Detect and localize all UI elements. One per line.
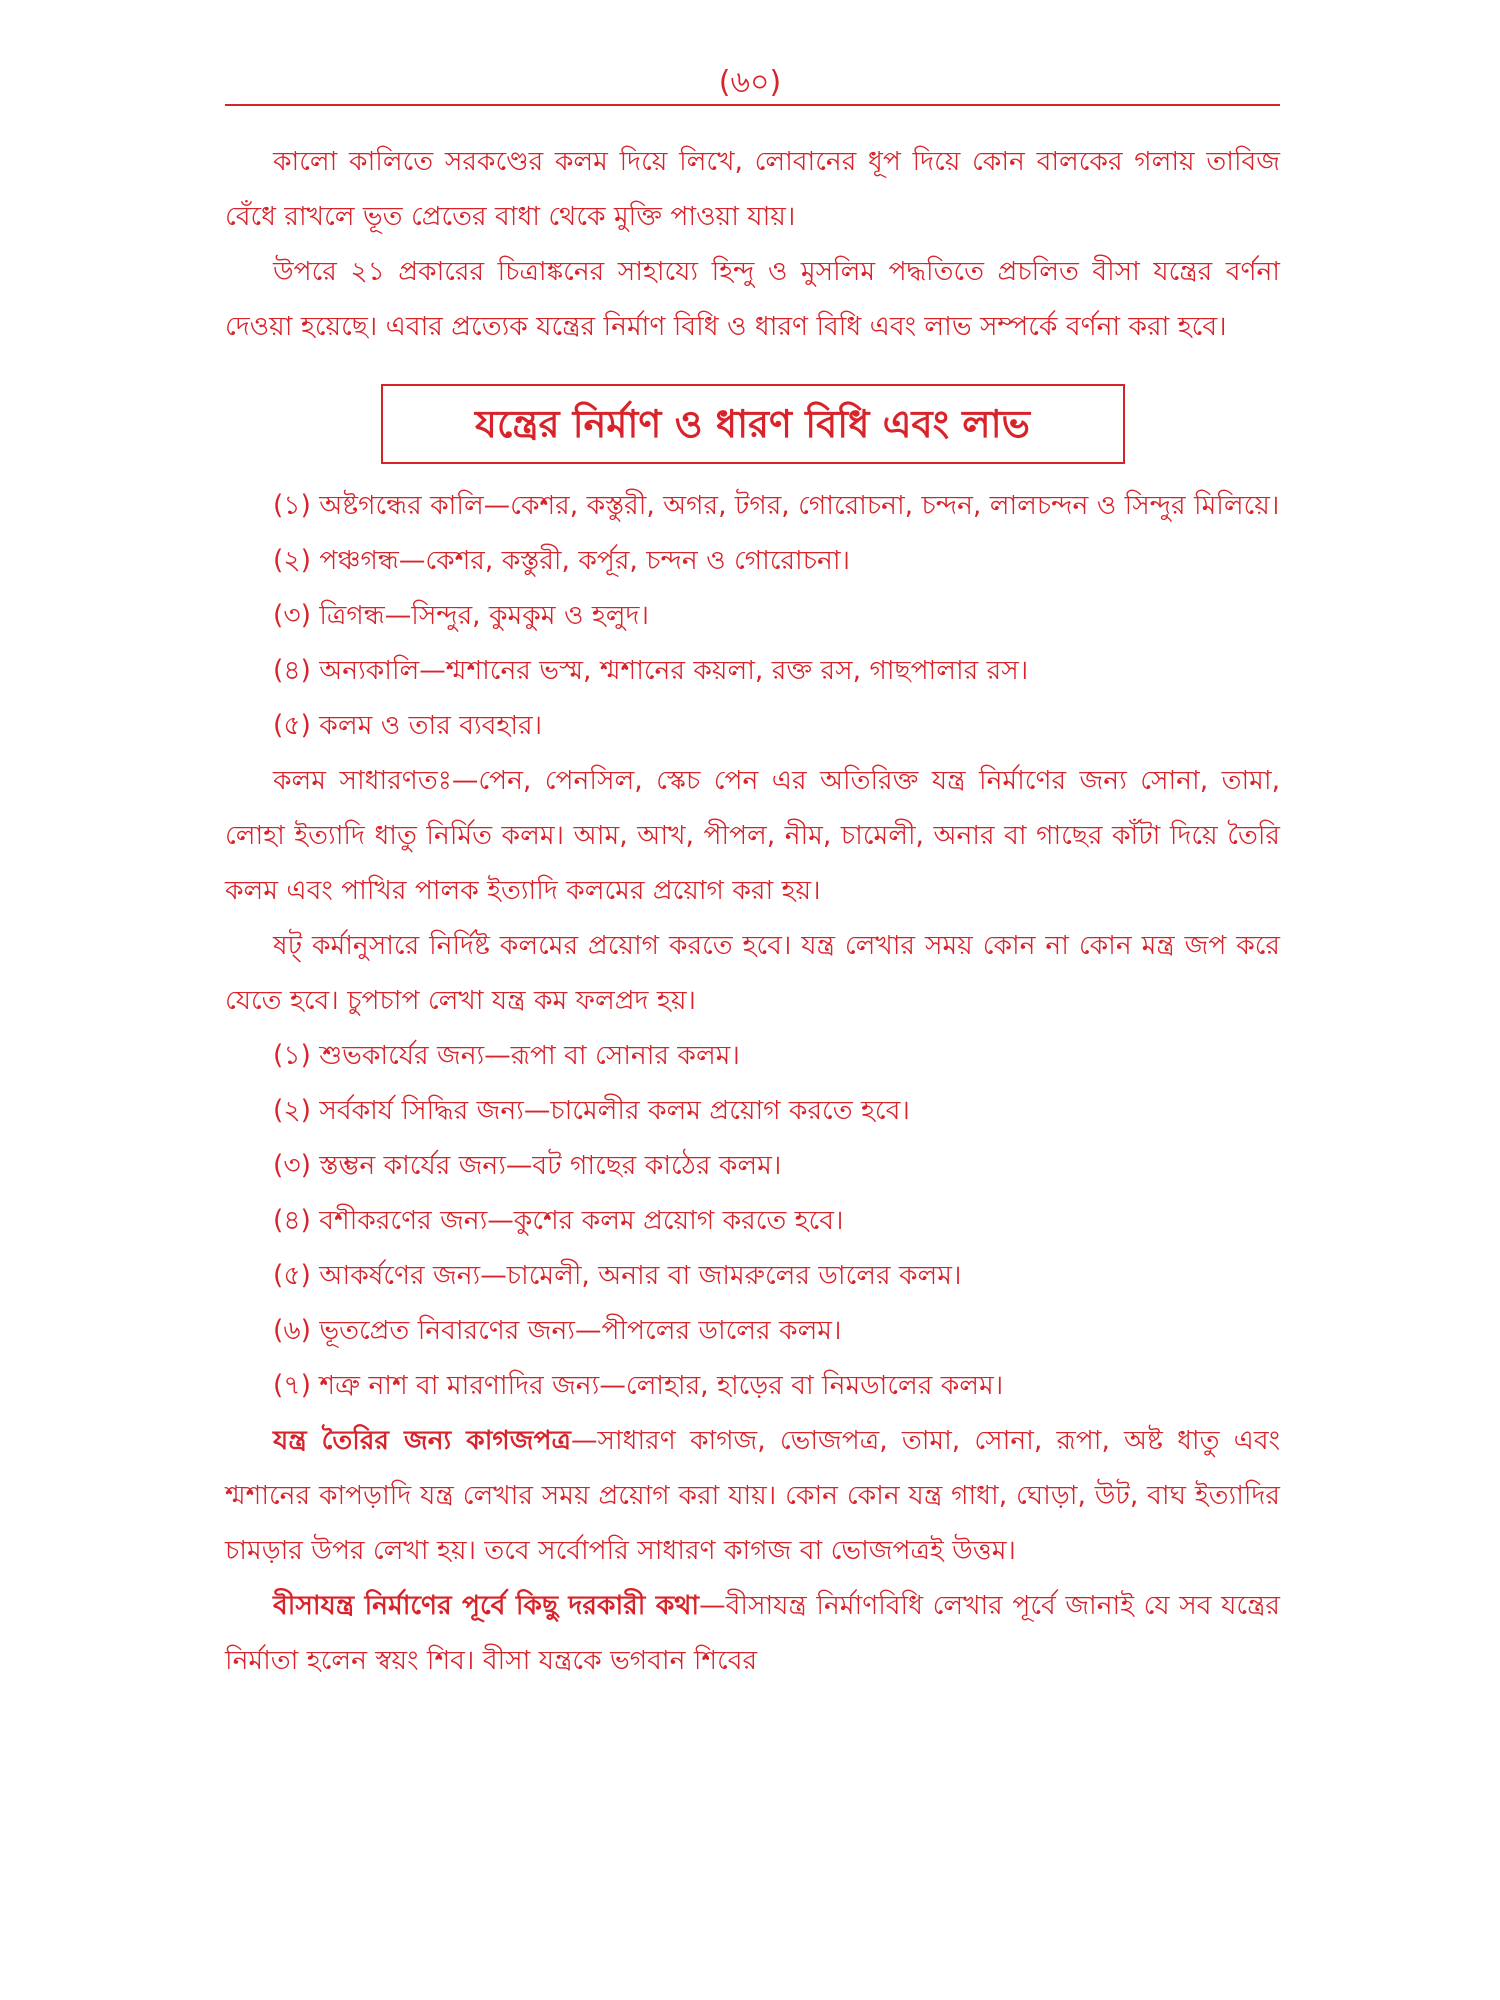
bisa-lead: বীসাযন্ত্র নির্মাণের পূর্বে কিছু দরকারী কথা xyxy=(273,1590,700,1621)
pen-item-3: (৩) স্তম্ভন কার্যের জন্য—বট গাছের কাঠের কলম। xyxy=(273,1150,782,1181)
bisa-text: —বীসাযন্ত্র নির্মাণবিধি লেখার পূর্বে জানাই যে সব যন্ত্রের নির্মাতা হলেন স্বয়ং শিব। বীসা যন্ত্রকে ভগবান শিবের xyxy=(225,1590,1280,1676)
section-heading: যন্ত্রের নির্মাণ ও ধারণ বিধি এবং লাভ xyxy=(381,384,1125,464)
paper-lead: যন্ত্র তৈরির জন্য কাগজপত্র xyxy=(273,1425,571,1456)
intro-paragraph-2: উপরে ২১ প্রকারের চিত্রাঙ্কনের সাহায্যে হিন্দু ও মুসলিম পদ্ধতিতে প্রচলিত বীসা যন্ত্রের বর্ণনা দেওয়া হয়েছে। এবার প্রত্যেক যন্ত্রের নির্মাণ বিধি ও ধারণ বিধি এবং লাভ সম্পর্কে বর্ণনা করা হবে। xyxy=(225,256,1280,342)
ink-item-2: (২) পঞ্চগন্ধ—কেশর, কস্তুরী, কর্পূর, চন্দন ও গোরোচনা। xyxy=(273,545,851,576)
ink-item-3: (৩) ত্রিগন্ধ—সিন্দুর, কুমকুম ও হলুদ। xyxy=(273,600,649,631)
ink-item-1: (১) অষ্টগন্ধের কালি—কেশর, কস্তুরী, অগর, টগর, গোরোচনা, চন্দন, লালচন্দন ও সিন্দুর মিলিয়ে। xyxy=(273,490,1280,521)
pen-item-5: (৫) আকর্ষণের জন্য—চামেলী, অনার বা জামরুলের ডালের কলম। xyxy=(273,1260,962,1291)
pen-item-7: (৭) শত্রু নাশ বা মারণাদির জন্য—লোহার, হাড়ের বা নিমডালের কলম। xyxy=(273,1370,1004,1401)
bisa-paragraph xyxy=(225,1578,1280,1688)
pen-paragraph-2: ষট্ কর্মানুসারে নির্দিষ্ট কলমের প্রয়োগ করতে হবে। যন্ত্র লেখার সময় কোন না কোন মন্ত্র জপ করে যেতে হবে। চুপচাপ লেখা যন্ত্র কম ফলপ্রদ হয়। xyxy=(225,930,1280,1016)
header-rule xyxy=(225,104,1280,106)
paper-paragraph xyxy=(225,1413,1280,1578)
ink-item-5: (৫) কলম ও তার ব্যবহার। xyxy=(273,710,543,741)
ink-item-4: (৪) অন্যকালি—শ্মশানের ভস্ম, শ্মশানের কয়লা, রক্ত রস, গাছপালার রস। xyxy=(273,655,1029,686)
pen-item-6: (৬) ভূতপ্রেত নিবারণের জন্য—পীপলের ডালের কলম। xyxy=(273,1315,842,1346)
page-number: (৬০) xyxy=(718,65,782,100)
pen-item-4: (৪) বশীকরণের জন্য—কুশের কলম প্রয়োগ করতে হবে। xyxy=(273,1205,844,1236)
pen-item-1: (১) শুভকার্যের জন্য—রূপা বা সোনার কলম। xyxy=(273,1040,740,1071)
pen-paragraph-1: কলম সাধারণতঃ—পেন, পেনসিল, স্কেচ পেন এর অতিরিক্ত যন্ত্র নির্মাণের জন্য সোনা, তামা, লোহা ইত্যাদি ধাতু নির্মিত কলম। আম, আখ, পীপল, নীম, চামেলী, অনার বা গাছের কাঁটা দিয়ে তৈরি কলম এবং পাখির পালক ইত্যাদি কলমের প্রয়োগ করা হয়। xyxy=(225,765,1280,906)
paper-text: —সাধারণ কাগজ, ভোজপত্র, তামা, সোনা, রূপা, অষ্ট ধাতু এবং শ্মশানের কাপড়াদি যন্ত্র লেখার সময় প্রয়োগ করা যায়। কোন কোন যন্ত্র গাধা, ঘোড়া, উট, বাঘ ইত্যাদির চামড়ার উপর লেখা হয়। তবে সর্বোপরি সাধারণ কাগজ বা ভোজপত্রই উত্তম। xyxy=(225,1425,1280,1566)
page-content xyxy=(225,134,1280,1688)
intro-paragraph-1: কালো কালিতে সরকণ্ডের কলম দিয়ে লিখে, লোবানের ধূপ দিয়ে কোন বালকের গলায় তাবিজ বেঁধে রাখলে ভূত প্রেতের বাধা থেকে মুক্তি পাওয়া যায়। xyxy=(225,146,1280,232)
pen-item-2: (২) সর্বকার্য সিদ্ধির জন্য—চামেলীর কলম প্রয়োগ করতে হবে। xyxy=(273,1095,910,1126)
